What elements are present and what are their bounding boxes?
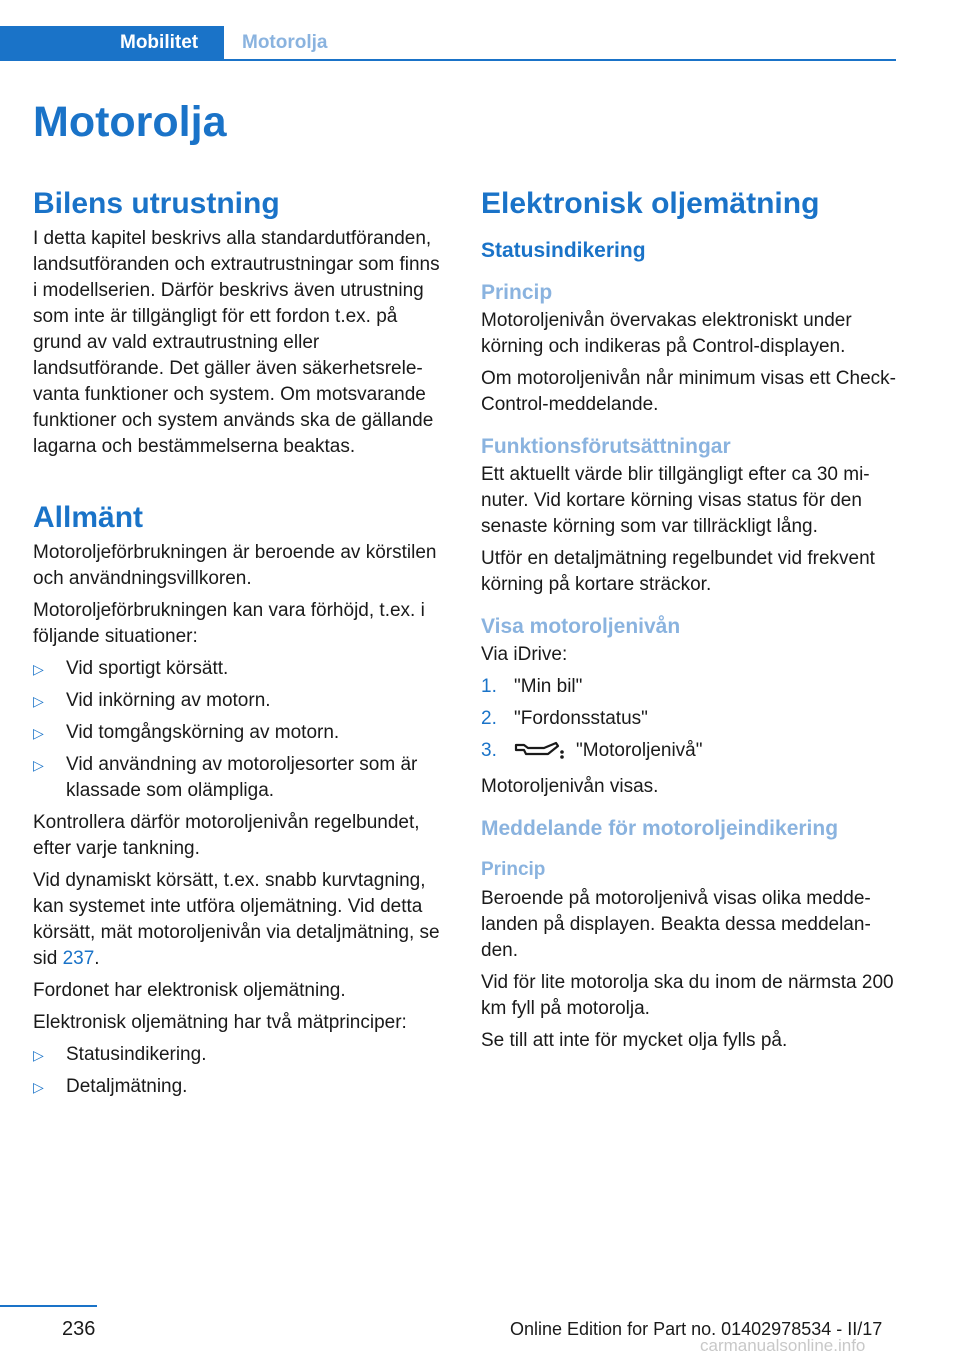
paragraph: Motoroljeförbrukningen är beroende av körstilen och användningsvillkoren. xyxy=(33,542,437,589)
page-title: Motorolja xyxy=(33,98,227,146)
oil-can-icon xyxy=(514,740,566,768)
step-number: 3. xyxy=(481,740,497,761)
paragraph: Utför en detaljmätning regelbundet vid frekvent körning på kortare sträckor. xyxy=(481,548,875,595)
list-item-text: Vid användning av motoroljesorter som är klassade som olämpliga. xyxy=(66,754,418,801)
triangle-right-icon: ▷ xyxy=(33,757,44,773)
page-number: 236 xyxy=(62,1318,96,1340)
principle-list xyxy=(33,1042,448,1100)
list-item xyxy=(33,1042,448,1068)
step-item xyxy=(481,738,896,768)
triangle-right-icon: ▷ xyxy=(33,1047,44,1063)
paragraph: Ett aktuellt värde blir tillgängligt efter ca 30 minuter. Vid kortare körning visas status för den senaste körning som var tillräckligt lång. xyxy=(481,464,870,537)
header-divider xyxy=(0,59,896,61)
list-item xyxy=(33,1074,448,1100)
list-item xyxy=(33,688,448,714)
section-heading-bilens-utrustning: Bilens utrustning xyxy=(33,187,280,220)
paragraph: Beroende på motoroljenivå visas olika meddelanden på displayen. Beakta dessa meddelanden. xyxy=(481,888,871,961)
step-item xyxy=(481,674,896,700)
step-text: "Fordonsstatus" xyxy=(514,708,648,729)
subsection-heading-statusindikering: Statusindikering xyxy=(481,239,646,262)
step-number: 2. xyxy=(481,708,497,729)
step-text: "Motoroljenivå" xyxy=(576,740,703,761)
triangle-right-icon: ▷ xyxy=(33,1079,44,1095)
footer-divider xyxy=(0,1305,97,1307)
triangle-right-icon: ▷ xyxy=(33,661,44,677)
list-item-text: Vid inkörning av motorn. xyxy=(66,690,271,711)
page-reference-link[interactable]: 237 xyxy=(62,948,95,969)
paragraph: Om motoroljenivån når minimum visas ett Check-Control-meddelande. xyxy=(481,368,896,415)
header-tab-motorolja[interactable]: Motorolja xyxy=(242,32,328,53)
paragraph: I detta kapitel beskrivs alla standardutföranden, landsutföranden och extrautrustningar som finns i modellserien. Därför beskrivs även utrustning som inte är tillgängligt för ett fordon t.ex. på grund av vald extrautrustning eller landsutförande. Det gäller även säkerhetsrelevanta funktioner och system. Om motsvarande funktioner och system används ska de gällande lagarna och bestämmelserna beaktas. xyxy=(33,228,440,457)
paragraph: Se till att inte för mycket olja fylls på. xyxy=(481,1030,788,1051)
paragraph: Motoroljeförbrukningen kan vara förhöjd, t.ex. i följande situationer: xyxy=(33,600,425,647)
situation-list xyxy=(33,656,448,804)
paragraph: Motoroljenivån övervakas elektroniskt under körning och indikeras på Control-displayen. xyxy=(481,310,852,357)
heading-funktionsforutsattningar: Funktionsförutsättningar xyxy=(481,435,731,458)
edition-text: Online Edition for Part no. 01402978534 - II/17 xyxy=(510,1319,883,1339)
list-item-text: Detaljmätning. xyxy=(66,1076,188,1097)
list-item xyxy=(33,656,448,682)
step-number: 1. xyxy=(481,676,497,697)
paragraph: Motoroljenivån visas. xyxy=(481,776,659,797)
watermark: carmanualsonline.info xyxy=(700,1336,866,1355)
page-header xyxy=(0,26,896,60)
idrive-steps xyxy=(481,674,896,768)
paragraph: Vid för lite motorolja ska du inom de närmsta 200 km fyll på motorolja. xyxy=(481,972,894,1019)
right-column xyxy=(481,186,896,1060)
header-tab-mobilitet[interactable]: Mobilitet xyxy=(0,26,224,61)
left-column xyxy=(33,186,448,1106)
paragraph: Via iDrive: xyxy=(481,644,568,665)
heading-visa-motoroljenivan: Visa motoroljenivån xyxy=(481,615,681,638)
list-item-text: Vid tomgångskörning av motorn. xyxy=(66,722,340,743)
heading-princip-2: Princip xyxy=(481,859,546,880)
step-item xyxy=(481,706,896,732)
paragraph xyxy=(33,868,448,972)
list-item xyxy=(33,752,448,804)
section-heading-allmant: Allmänt xyxy=(33,501,144,534)
list-item-text: Vid sportigt körsätt. xyxy=(66,658,229,679)
paragraph: Elektronisk oljemätning har två mätprinciper: xyxy=(33,1012,407,1033)
list-item-text: Statusindikering. xyxy=(66,1044,207,1065)
paragraph: Fordonet har elektronisk oljemätning. xyxy=(33,980,346,1001)
list-item xyxy=(33,720,448,746)
paragraph-text: Vid dynamiskt körsätt, t.ex. snabb kurvtagning, kan systemet inte utföra oljemätning. Vid detta körsätt, mät motoroljenivån via detaljmätning, se sid xyxy=(33,870,440,969)
section-heading-elektronisk-oljematning: Elektronisk oljemätning xyxy=(481,187,820,220)
heading-princip: Princip xyxy=(481,281,553,304)
triangle-right-icon: ▷ xyxy=(33,693,44,709)
step-text: "Min bil" xyxy=(514,676,583,697)
heading-meddelande: Meddelande för motoroljeindikering xyxy=(481,817,839,840)
paragraph-text: . xyxy=(94,948,100,969)
paragraph: Kontrollera därför motoroljenivån regelbundet, efter varje tankning. xyxy=(33,812,420,859)
triangle-right-icon: ▷ xyxy=(33,725,44,741)
